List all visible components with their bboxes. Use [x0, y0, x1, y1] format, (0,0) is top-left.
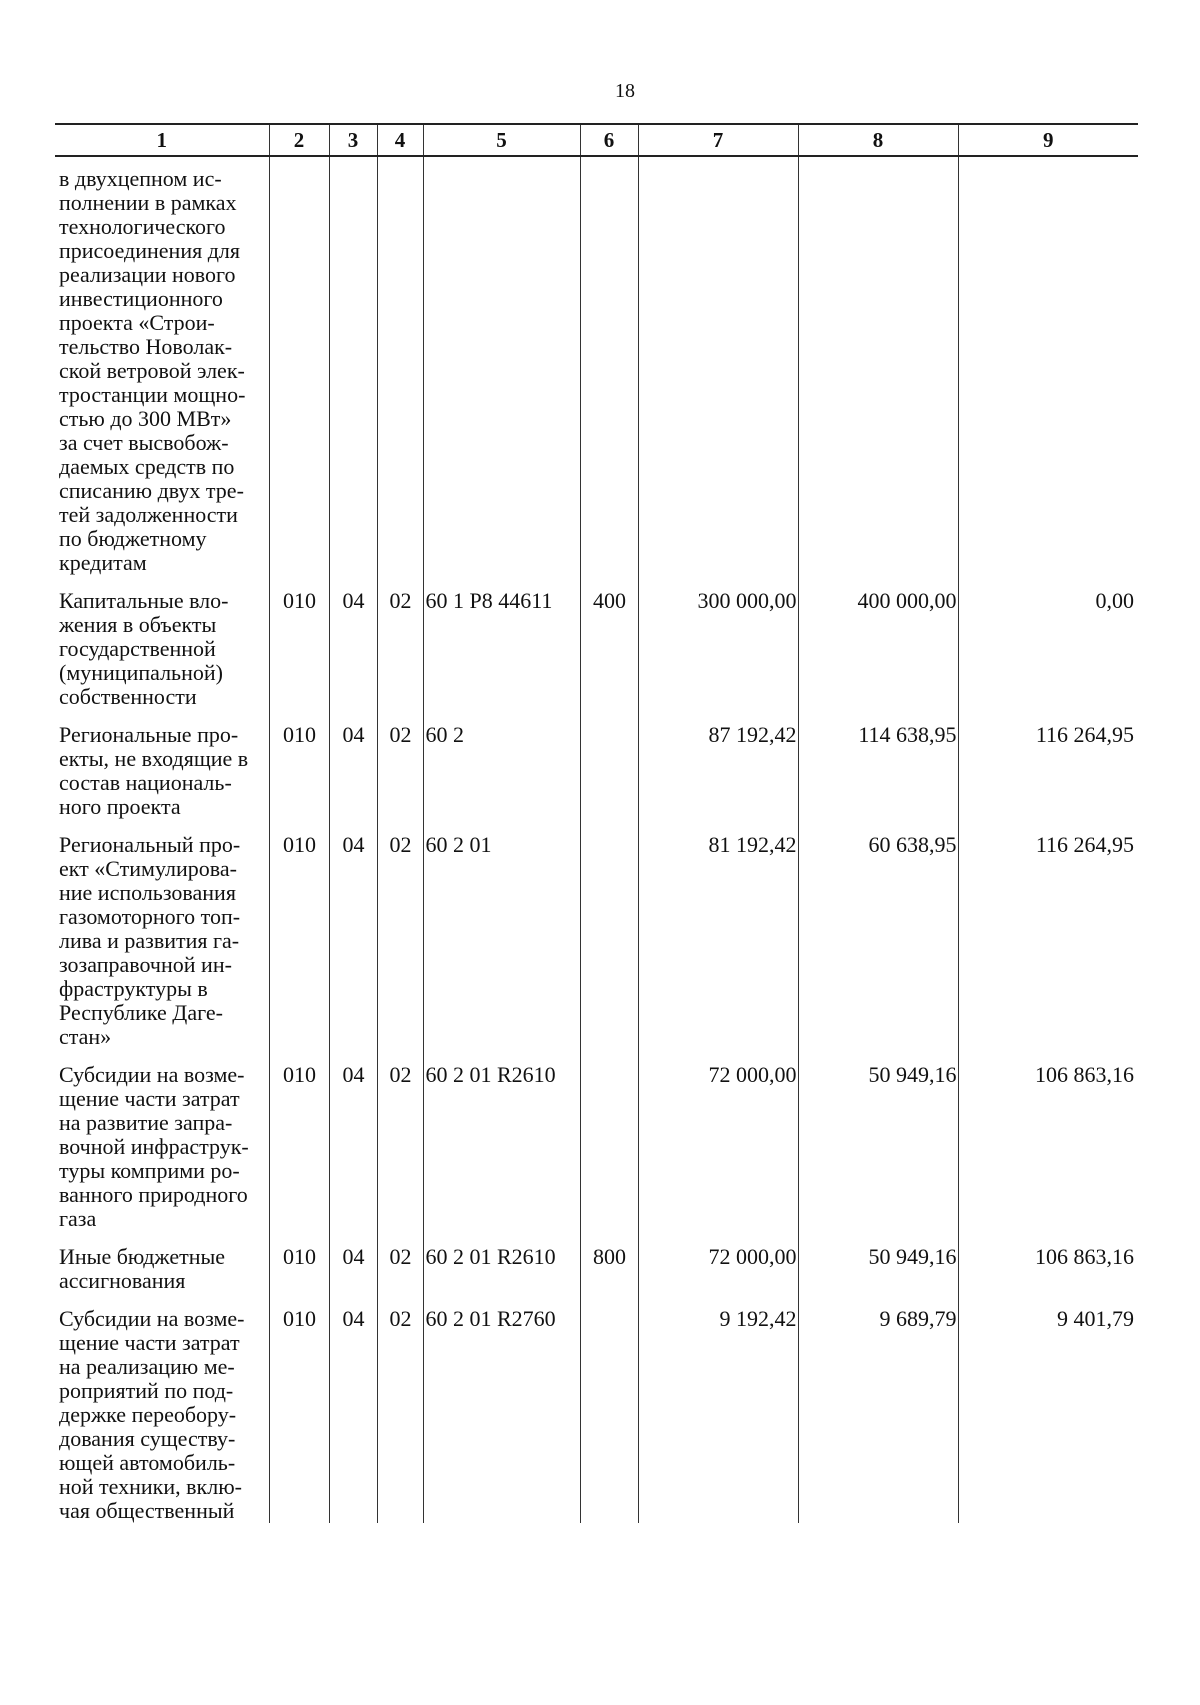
column-header-2: 2	[269, 124, 329, 156]
target-code: 60 1 P8 44611	[423, 589, 580, 723]
expense-type-code	[580, 1307, 638, 1523]
column-header-8: 8	[798, 124, 958, 156]
amount-year-1: 72 000,00	[638, 1245, 798, 1307]
column-header-6: 6	[580, 124, 638, 156]
subsection-code: 02	[377, 589, 423, 723]
ministry-code	[269, 156, 329, 589]
amount-year-3: 116 264,95	[958, 833, 1138, 1063]
subsection-code: 02	[377, 1245, 423, 1307]
amount-year-2: 50 949,16	[798, 1245, 958, 1307]
ministry-code: 010	[269, 833, 329, 1063]
amount-year-2: 60 638,95	[798, 833, 958, 1063]
row-name: в двухцепном ис- полнении в рамках технологического присоединения для реализации нового инвестиционного проекта «Строи- тельство Новолак- ской ветровой элек- тростанции мощно- стью до 300 МВт» за счет высвобож- даемых средств по списанию двух тре- тей задолженности по бюджетному кредитам	[55, 156, 269, 589]
section-code: 04	[329, 589, 377, 723]
amount-year-2	[798, 156, 958, 589]
amount-year-3: 106 863,16	[958, 1063, 1138, 1245]
table-row	[55, 833, 1138, 1063]
expense-type-code	[580, 723, 638, 833]
table-row	[55, 1063, 1138, 1245]
ministry-code: 010	[269, 723, 329, 833]
row-name: Региональный про- ект «Стимулирова- ние использования газомоторного топ- лива и развития га- зозаправочной ин- фраструктуры в Республике Даге- стан»	[55, 833, 269, 1063]
column-header-9: 9	[958, 124, 1138, 156]
row-name: Иные бюджетные ассигнования	[55, 1245, 269, 1307]
expense-type-code	[580, 833, 638, 1063]
row-name: Капитальные вло- жения в объекты государственной (муниципальной) собственности	[55, 589, 269, 723]
amount-year-1: 81 192,42	[638, 833, 798, 1063]
amount-year-1: 9 192,42	[638, 1307, 798, 1523]
subsection-code	[377, 156, 423, 589]
expense-type-code	[580, 156, 638, 589]
section-code	[329, 156, 377, 589]
table-row	[55, 1307, 1138, 1523]
header-row	[55, 124, 1138, 156]
subsection-code: 02	[377, 833, 423, 1063]
subsection-code: 02	[377, 1307, 423, 1523]
subsection-code: 02	[377, 1063, 423, 1245]
table-row	[55, 589, 1138, 723]
table-row	[55, 156, 1138, 589]
table-row	[55, 723, 1138, 833]
section-code: 04	[329, 1245, 377, 1307]
section-code: 04	[329, 1063, 377, 1245]
amount-year-3: 106 863,16	[958, 1245, 1138, 1307]
amount-year-3: 9 401,79	[958, 1307, 1138, 1523]
amount-year-3	[958, 156, 1138, 589]
amount-year-1: 87 192,42	[638, 723, 798, 833]
target-code: 60 2 01 R2610	[423, 1063, 580, 1245]
expense-type-code: 400	[580, 589, 638, 723]
budget-table	[55, 123, 1138, 1523]
ministry-code: 010	[269, 1063, 329, 1245]
ministry-code: 010	[269, 589, 329, 723]
column-header-5: 5	[423, 124, 580, 156]
amount-year-2: 400 000,00	[798, 589, 958, 723]
column-header-1: 1	[55, 124, 269, 156]
amount-year-2: 50 949,16	[798, 1063, 958, 1245]
section-code: 04	[329, 723, 377, 833]
table-row	[55, 1245, 1138, 1307]
target-code: 60 2 01 R2610	[423, 1245, 580, 1307]
target-code	[423, 156, 580, 589]
column-header-3: 3	[329, 124, 377, 156]
target-code: 60 2	[423, 723, 580, 833]
column-header-7: 7	[638, 124, 798, 156]
subsection-code: 02	[377, 723, 423, 833]
column-header-4: 4	[377, 124, 423, 156]
amount-year-3: 0,00	[958, 589, 1138, 723]
amount-year-2: 114 638,95	[798, 723, 958, 833]
expense-type-code	[580, 1063, 638, 1245]
target-code: 60 2 01 R2760	[423, 1307, 580, 1523]
ministry-code: 010	[269, 1245, 329, 1307]
row-name: Субсидии на возме- щение части затрат на реализацию ме- роприятий по под- держке переобору- дования существу- ющей автомобиль- ной техники, вклю- чая общественный	[55, 1307, 269, 1523]
amount-year-1: 72 000,00	[638, 1063, 798, 1245]
row-name: Региональные про- екты, не входящие в состав националь- ного проекта	[55, 723, 269, 833]
page-number: 18	[615, 80, 635, 102]
ministry-code: 010	[269, 1307, 329, 1523]
amount-year-1	[638, 156, 798, 589]
target-code: 60 2 01	[423, 833, 580, 1063]
section-code: 04	[329, 833, 377, 1063]
amount-year-2: 9 689,79	[798, 1307, 958, 1523]
amount-year-3: 116 264,95	[958, 723, 1138, 833]
row-name: Субсидии на возме- щение части затрат на развитие запра- вочной инфраструк- туры комприми ро- ванного природного газа	[55, 1063, 269, 1245]
expense-type-code: 800	[580, 1245, 638, 1307]
amount-year-1: 300 000,00	[638, 589, 798, 723]
section-code: 04	[329, 1307, 377, 1523]
